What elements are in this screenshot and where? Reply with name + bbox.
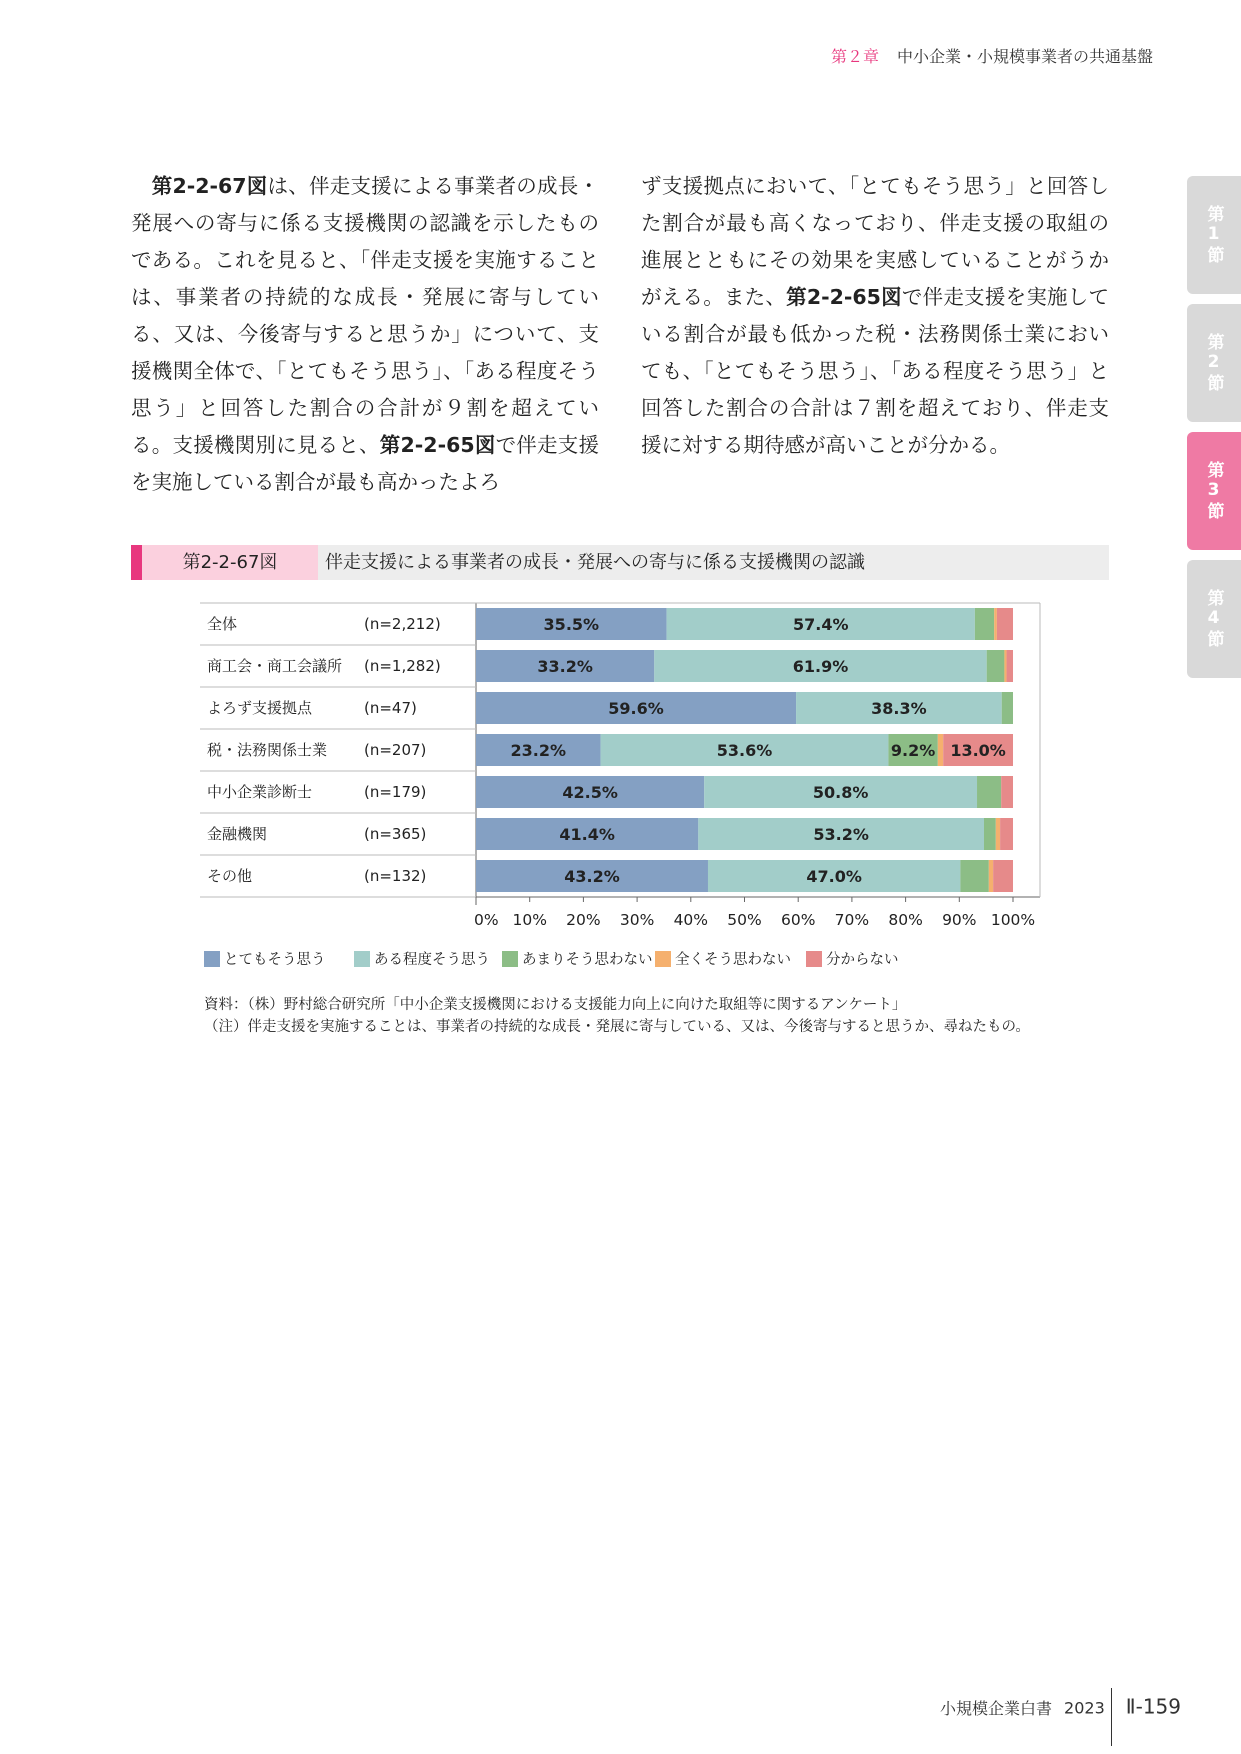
bar-segment [987,650,1005,682]
body-text-segment: ず支援拠点において、「とてもそう思う」と回答した割合が最も高くなっており、伴走支援の取組の進展とともにその効果を実感していることがうかがえる。また、 [641,174,1109,309]
bar-segment [989,860,993,892]
body-text-segment: は、伴走支援による事業者の成長・発展への寄与に係る支援機関の認識を示したものである。これを見ると、「伴走支援を実施することは、事業者の持続的な成長・発展に寄与している、又は、今後寄与すると思うか」について、支援機関全体で、「とてもそう思う」、「ある程度そう思う」と回答した割合の合計が９割を超えている。支援機関別に見ると、 [131,174,600,457]
data-label: 57.4% [792,615,849,634]
bar-segment [997,608,1013,640]
x-tick-label: 70% [834,911,870,929]
category-label: その他 [207,867,253,885]
bar-segment [1004,650,1006,682]
x-tick-label: 90% [942,911,977,929]
bar-segment [977,776,1001,808]
data-label: 50.8% [812,783,869,802]
legend-swatch [806,951,822,967]
page-number: Ⅱ-159 [1125,1694,1181,1719]
legend-label: ある程度そう思う [374,952,490,968]
data-label: 23.2% [510,741,567,760]
legend-item [502,948,653,969]
bar-segment [1007,650,1013,682]
legend-label: あまりそう思わない [522,952,653,968]
legend-label: とてもそう思う [224,952,326,968]
bar-segment [993,860,1013,892]
data-label: 41.4% [559,825,615,844]
figure-number: 第2-2-67図 [142,545,318,580]
footer-divider [1111,1688,1112,1746]
category-label: 金融機関 [207,825,268,843]
figure-reference: 第2-2-67図 [151,174,268,198]
x-tick-label: 40% [673,911,709,929]
category-label: 全体 [207,615,238,633]
data-label: 33.2% [537,657,593,676]
data-label: 42.5% [562,783,618,802]
section-tab-3[interactable]: 第3節 [1187,432,1241,550]
x-tick-label: 0% [474,911,499,929]
data-label: 61.9% [792,657,849,676]
publication-name: 小規模企業白書 [940,1698,1053,1718]
sample-size-label: (n=2,212) [364,615,441,633]
legend-swatch [354,951,370,967]
legend-label: 全くそう思わない [675,952,791,968]
legend-swatch [655,951,671,967]
data-label: 43.2% [564,867,620,886]
chapter-number: 第２章 [830,47,879,66]
category-label: よろず支援拠点 [207,699,313,717]
x-tick-label: 100% [990,911,1036,929]
section-tab-2[interactable]: 第2節 [1187,304,1241,422]
figure-notes [204,994,1030,1038]
data-label: 53.6% [716,741,773,760]
bar-segment [960,860,988,892]
sample-size-label: (n=1,282) [364,657,441,675]
section-tab-1[interactable]: 第1節 [1187,176,1241,294]
body-text-segment: で伴走支援を実施している割合が最も低かった税・法務関係士業においても、「とてもそう思う」、「ある程度そう思う」と回答した割合の合計は７割を超えており、伴走支援に対する期待感が高いことが分かる。 [641,285,1110,457]
body-text-segment: で伴走支援を実施している割合が最も高かったよろ [131,433,600,494]
page-footer [940,1680,1181,1738]
bar-segment [938,734,943,766]
data-label: 47.0% [806,867,862,886]
x-tick-label: 10% [512,911,547,929]
chapter-title: 中小企業・小規模事業者の共通基盤 [896,47,1153,66]
bar-segment [984,818,996,850]
x-tick-label: 60% [780,911,816,929]
category-label: 税・法務関係士業 [207,741,328,759]
legend-swatch [204,951,220,967]
legend-item [806,948,899,969]
section-tab-4[interactable]: 第4節 [1187,560,1241,678]
legend-swatch [502,951,518,967]
legend-item [354,948,490,969]
data-label: 35.5% [543,615,600,634]
data-label: 13.0% [950,741,1006,760]
publication-year: 2023 [1064,1698,1105,1718]
x-tick-label: 80% [888,911,923,929]
x-tick-label: 30% [619,911,655,929]
remark-note: （注）伴走支援を実施することは、事業者の持続的な成長・発展に寄与している、又は、今後寄与すると思うか、尋ねたもの。 [204,1019,1030,1035]
sample-size-label: (n=207) [364,741,427,759]
sample-size-label: (n=365) [364,825,427,843]
data-label: 53.2% [813,825,869,844]
figure-title: 伴走支援による事業者の成長・発展への寄与に係る支援機関の認識 [325,552,865,573]
bar-segment [1002,692,1013,724]
figure-reference: 第2-2-65図 [379,433,496,457]
x-tick-label: 20% [566,911,601,929]
source-note: 資料：（株）野村総合研究所「中小企業支援機関における支援能力向上に向けた取組等に関するアンケート」 [204,997,907,1013]
legend-item [204,948,326,969]
legend-item [655,948,791,969]
category-label: 商工会・商工会議所 [207,657,343,675]
x-tick-label: 50% [727,911,762,929]
sample-size-label: (n=179) [364,783,427,801]
bar-segment [996,818,1000,850]
figure-reference: 第2-2-65図 [786,285,902,309]
category-label: 中小企業診断士 [207,783,313,801]
bar-segment [1000,818,1013,850]
sample-size-label: (n=47) [364,699,417,717]
data-label: 59.6% [608,699,664,718]
data-label: 9.2% [890,741,936,760]
data-label: 38.3% [871,699,927,718]
bar-segment [975,608,994,640]
sample-size-label: (n=132) [364,867,427,885]
bar-segment [1001,776,1013,808]
bar-segment [994,608,997,640]
legend-label: 分からない [826,952,899,968]
